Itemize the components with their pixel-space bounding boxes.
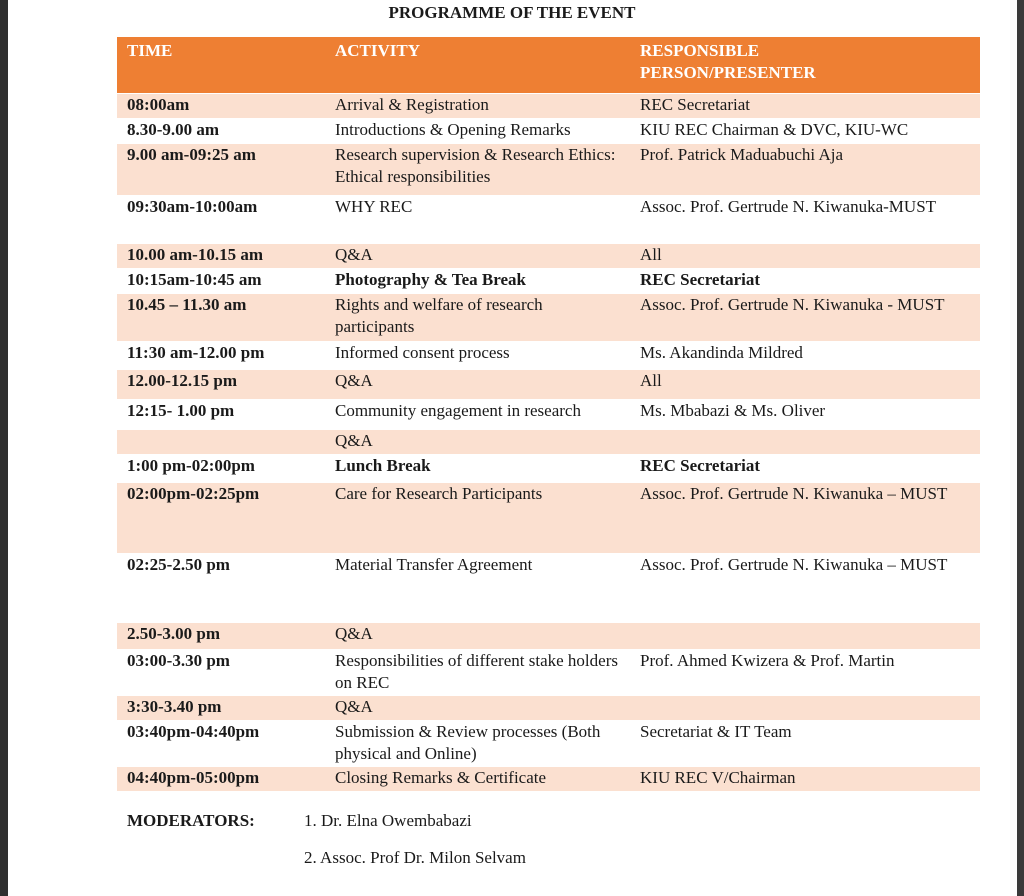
header-person [630,37,980,94]
time-cell: 02:00pm-02:25pm [117,483,325,554]
activity-cell: Introductions & Opening Remarks [325,119,630,144]
person-cell: Secretariat & IT Team [630,721,980,767]
person-cell [630,430,980,455]
person-cell: Prof. Patrick Maduabuchi Aja [630,144,980,196]
header-time: TIME [117,37,325,94]
table-row [117,455,980,483]
activity-cell: Arrival & Registration [325,94,630,119]
time-cell: 12.00-12.15 pm [117,370,325,400]
person-cell: REC Secretariat [630,94,980,119]
table-row [117,623,980,650]
time-cell: 03:40pm-04:40pm [117,721,325,767]
table-row [117,400,980,430]
activity-cell: WHY REC [325,196,630,244]
table-header-row [117,37,980,94]
person-cell: Assoc. Prof. Gertrude N. Kiwanuka - MUST [630,294,980,342]
time-cell: 1:00 pm-02:00pm [117,455,325,483]
person-cell: Prof. Ahmed Kwizera & Prof. Martin [630,650,980,696]
activity-cell: Material Transfer Agreement [325,554,630,623]
time-cell: 09:30am-10:00am [117,196,325,244]
person-cell: KIU REC V/Chairman [630,767,980,792]
table-row [117,119,980,144]
person-cell: All [630,370,980,400]
left-window-edge [0,0,8,896]
person-cell: All [630,244,980,269]
activity-cell: Q&A [325,430,630,455]
page-title: PROGRAMME OF THE EVENT [388,3,636,22]
activity-cell: Q&A [325,244,630,269]
time-cell: 2.50-3.00 pm [117,623,325,650]
table-row [117,554,980,623]
activity-cell: Rights and welfare of research participants [325,294,630,342]
person-cell: Assoc. Prof. Gertrude N. Kiwanuka – MUST [630,483,980,554]
moderator-item: 2. Assoc. Prof Dr. Milon Selvam [304,848,526,867]
table-row [117,721,980,767]
activity-cell: Informed consent process [325,342,630,370]
person-cell: REC Secretariat [630,269,980,294]
person-cell: Ms. Mbabazi & Ms. Oliver [630,400,980,430]
table-row [117,430,980,455]
time-cell: 08:00am [117,94,325,119]
table-row [117,196,980,244]
table-row [117,767,980,792]
activity-cell: Photography & Tea Break [325,269,630,294]
table-row [117,144,980,196]
time-cell: 03:00-3.30 pm [117,650,325,696]
time-cell: 8.30-9.00 am [117,119,325,144]
activity-cell: Submission & Review processes (Both physical and Online) [325,721,630,767]
time-cell [117,430,325,455]
time-cell: 9.00 am-09:25 am [117,144,325,196]
table-row [117,244,980,269]
right-window-edge [1017,0,1024,896]
activity-cell: Care for Research Participants [325,483,630,554]
time-cell: 3:30-3.40 pm [117,696,325,721]
time-cell: 12:15- 1.00 pm [117,400,325,430]
activity-cell: Research supervision & Research Ethics: Ethical responsibilities [325,144,630,196]
time-cell: 10:15am-10:45 am [117,269,325,294]
person-cell: Ms. Akandinda Mildred [630,342,980,370]
person-cell: Assoc. Prof. Gertrude N. Kiwanuka – MUST [630,554,980,623]
table-row [117,94,980,119]
header-person-line2: PERSON/PRESENTER [640,63,816,82]
person-cell [630,623,980,650]
activity-cell: Responsibilities of different stake holders on REC [325,650,630,696]
header-activity: ACTIVITY [325,37,630,94]
table-row [117,342,980,370]
table-row [117,269,980,294]
programme-table [117,37,980,792]
moderators-label: MODERATORS: [127,811,255,830]
time-cell: 10.45 – 11.30 am [117,294,325,342]
activity-cell: Community engagement in research [325,400,630,430]
activity-cell: Q&A [325,623,630,650]
moderator-item: 1. Dr. Elna Owembabazi [304,811,472,830]
time-cell: 02:25-2.50 pm [117,554,325,623]
person-cell: REC Secretariat [630,455,980,483]
time-cell: 11:30 am-12.00 pm [117,342,325,370]
person-cell: Assoc. Prof. Gertrude N. Kiwanuka-MUST [630,196,980,244]
time-cell: 04:40pm-05:00pm [117,767,325,792]
time-cell: 10.00 am-10.15 am [117,244,325,269]
table-row [117,483,980,554]
table-row [117,370,980,400]
activity-cell: Q&A [325,370,630,400]
person-cell [630,696,980,721]
person-cell: KIU REC Chairman & DVC, KIU-WC [630,119,980,144]
activity-cell: Q&A [325,696,630,721]
header-person-line1: RESPONSIBLE [640,41,760,60]
table-row [117,696,980,721]
table-row [117,294,980,342]
activity-cell: Closing Remarks & Certificate [325,767,630,792]
table-row [117,650,980,696]
activity-cell: Lunch Break [325,455,630,483]
